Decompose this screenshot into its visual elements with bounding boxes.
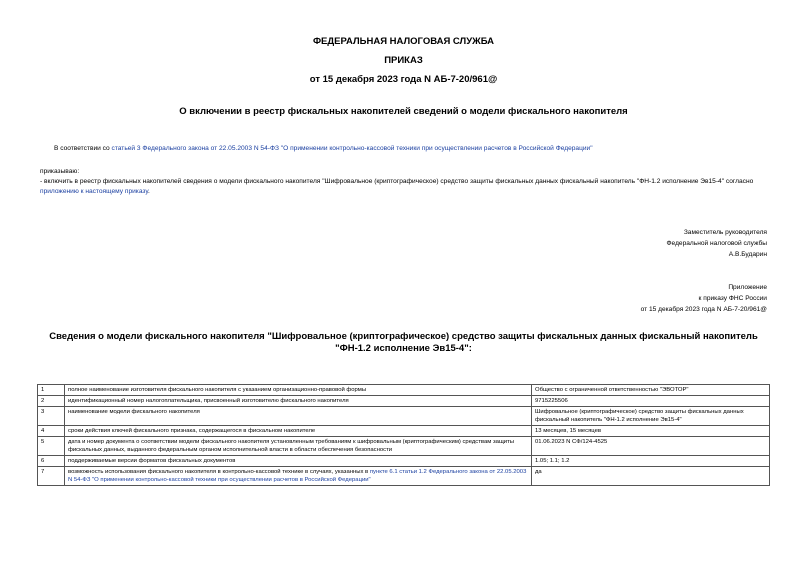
- row-description-text: возможность использования фискального накопителя в контрольно-кассовой технике в случаях, указанных в: [68, 469, 370, 475]
- order-text-end: .: [148, 188, 150, 195]
- row-number: 3: [38, 407, 65, 426]
- appendix-date: от 15 декабря 2023 года N АБ-7-20/961@: [640, 306, 767, 313]
- row-value: да: [532, 467, 770, 486]
- row-value: 9715225506: [532, 396, 770, 407]
- order-word: приказываю:: [40, 168, 80, 175]
- signer-organization: Федеральной налоговой службы: [666, 240, 767, 247]
- table-body: [38, 385, 770, 486]
- row-number: 7: [38, 467, 65, 486]
- order-paragraph: [40, 177, 770, 197]
- doc-title: О включении в реестр фискальных накопителей сведений о модели фискального накопителя: [179, 106, 628, 117]
- row-number: 2: [38, 396, 65, 407]
- order-text: - включить в реестр фискальных накопителей сведения о модели фискального накопителя "Шифровальное (криптографическое) средство защиты фискальных данных фискальный накопитель "ФН-1.2 исполнение Эв15-4" согласно: [40, 178, 754, 185]
- preamble-paragraph: [54, 144, 774, 154]
- signer-position: Заместитель руководителя: [683, 229, 767, 236]
- appendix-label: Приложение: [728, 284, 767, 291]
- appendix-link[interactable]: приложению к настоящему приказу: [40, 188, 149, 195]
- appendix-header: [641, 282, 767, 315]
- row-number: 5: [38, 437, 65, 456]
- doc-type: ПРИКАЗ: [384, 55, 423, 66]
- row-value: Общество с ограниченной ответственностью "ЭВОТОР": [532, 385, 770, 396]
- row-number: 4: [38, 426, 65, 437]
- signer-name: А.В.Бударин: [728, 251, 767, 258]
- row-description: полное наименование изготовителя фискального накопителя с указанием организационно-правовой формы: [65, 385, 532, 396]
- row-number: 1: [38, 385, 65, 396]
- agency-name: ФЕДЕРАЛЬНАЯ НАЛОГОВАЯ СЛУЖБА: [312, 36, 495, 47]
- table-row: [38, 426, 770, 437]
- row-description: наименование модели фискального накопителя: [65, 407, 532, 426]
- row-value: Шифровальное (криптографическое) средство защиты фискальных данных фискальный накопитель "ФН-1.2 исполнение Эв15-4": [532, 407, 770, 426]
- row-description: поддерживаемые версии форматов фискальных документов: [65, 456, 532, 467]
- row-value: 1.05; 1.1; 1.2: [532, 456, 770, 467]
- table-row: [38, 467, 770, 486]
- signature-block: [667, 227, 767, 260]
- row-value: 01.06.2023 N СФ/124-4525: [532, 437, 770, 456]
- row-description: сроки действия ключей фискального признака, содержащегося в фискальном накопителе: [65, 426, 532, 437]
- row-description: дата и номер документа о соответствии модели фискального накопителя установленным требованиям к шифровальным (криптографическим) средствам защиты фискальных данных, выданного федеральным органом исполнительной власти в области обеспечения безопасности: [65, 437, 532, 456]
- row-description: [65, 467, 532, 486]
- table-row: [38, 437, 770, 456]
- table-row: [38, 407, 770, 426]
- table-row: [38, 385, 770, 396]
- row-description: идентификационный номер налогоплательщика, присвоенный изготовителю фискального накопителя: [65, 396, 532, 407]
- law-article-link[interactable]: статьей 3 Федерального закона от 22.05.2003 N 54-ФЗ "О применении контрольно-кассовой техники при осуществлении расчетов в Российской Федерации": [111, 145, 593, 152]
- table-row: [38, 456, 770, 467]
- model-info-table: [37, 384, 770, 486]
- appendix-ref: к приказу ФНС России: [698, 295, 767, 302]
- table-row: [38, 396, 770, 407]
- row-value: 13 месяцев, 15 месяцев: [532, 426, 770, 437]
- row-number: 6: [38, 456, 65, 467]
- law-clause-link[interactable]: пункте 6.1 статьи 1.2 Федерального закона от 22.05.2003 N 54-ФЗ "О применении контрольно-кассовой техники при осуществлении расчетов в Российской Федерации": [68, 469, 527, 483]
- doc-date: от 15 декабря 2023 года N АБ-7-20/961@: [309, 74, 498, 85]
- appendix-title: Сведения о модели фискального накопителя "Шифровальное (криптографическое) средство защиты фискальных данных фискальный накопитель "ФН-1.2 исполнение Эв15-4":: [49, 331, 758, 354]
- preamble-text: В соответствии со: [54, 145, 112, 152]
